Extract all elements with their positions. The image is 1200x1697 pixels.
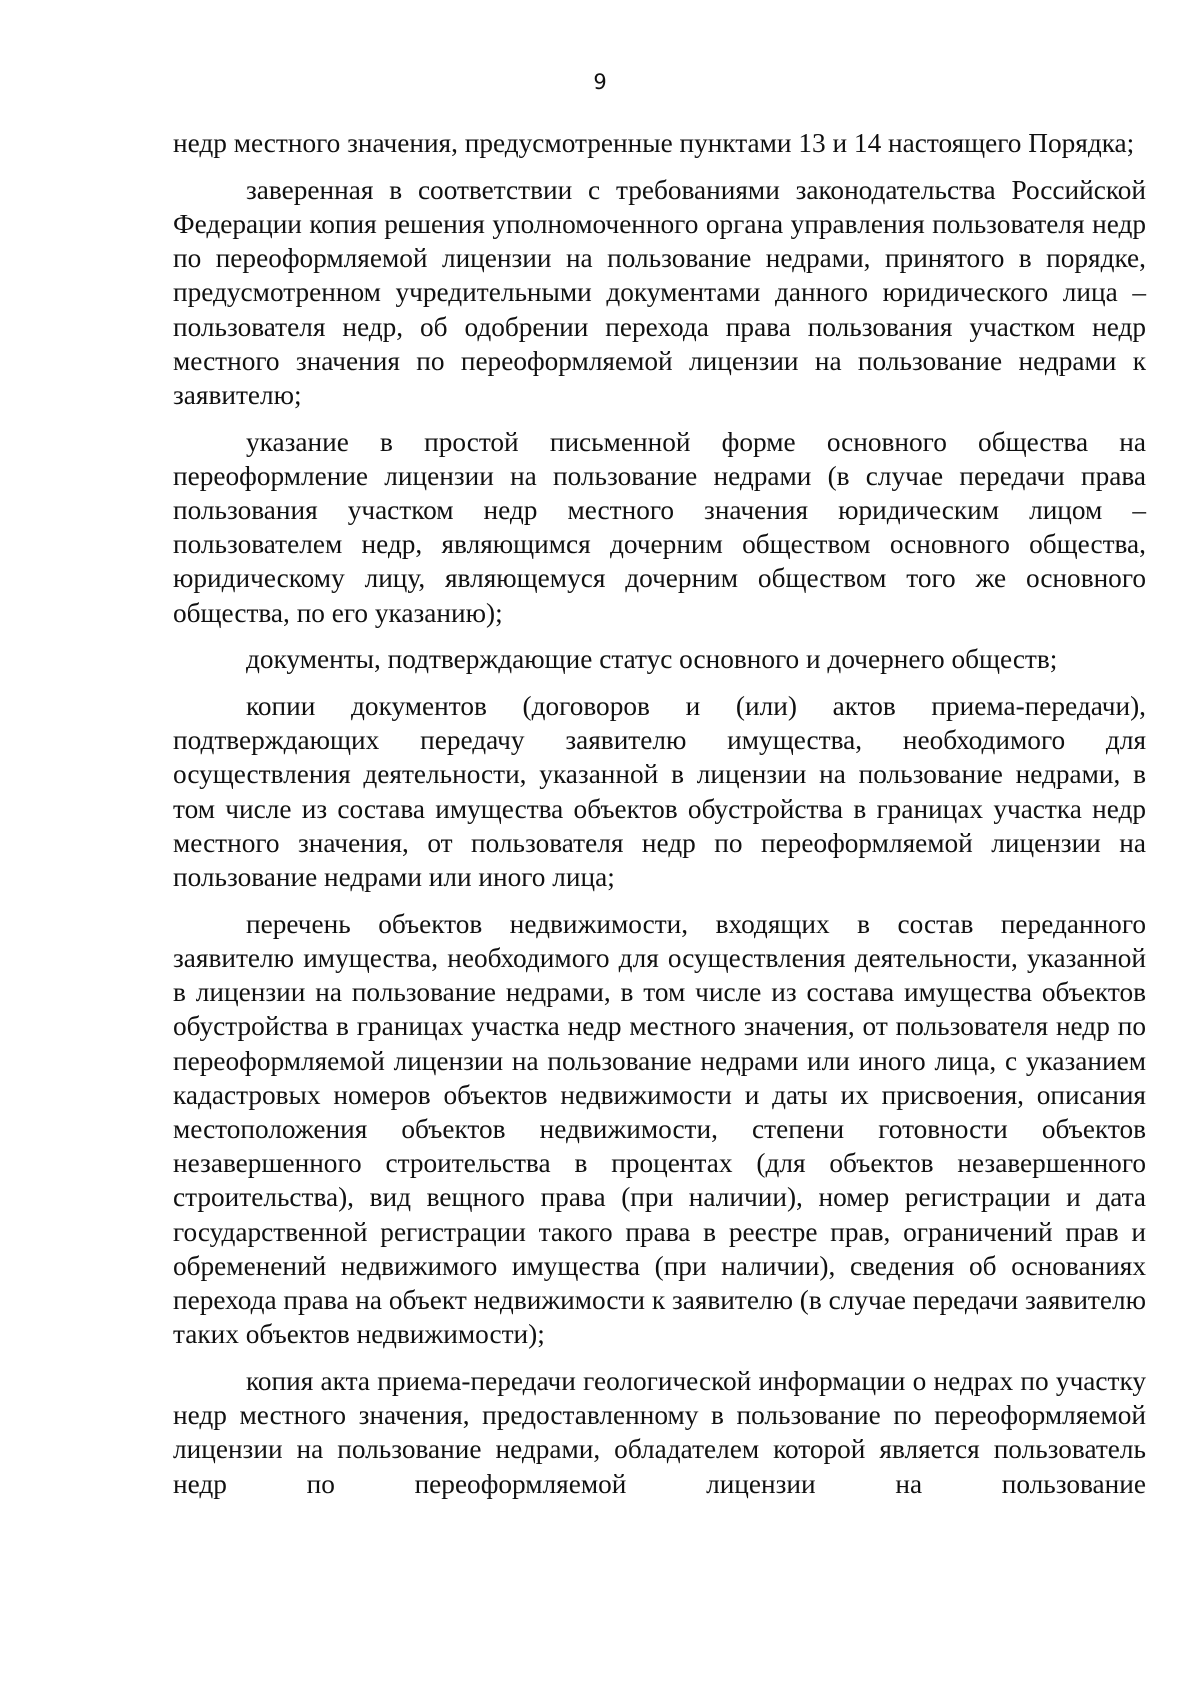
paragraph-real-estate-list: перечень объектов недвижимости, входящих в состав переданного заявителю имущества, необходимого для осуществления деятельности, указанной в лицензии на пользование недрами, в том числе из состава имущества объектов обустройства в границах участка недр местного значения, от пользователя недр по переоформляемой лицензии на пользование недрами или иного лица, с указанием кадастровых номеров объектов недвижимости и даты их присвоения, описания местоположения объектов недвижимости, степени готовности объектов незавершенного строительства в процентах (для объектов незавершенного строительства), вид вещного права (при наличии), номер регистрации и дата государственной регистрации такого права в реестре прав, ограничений прав и обременений недвижимого имущества (при наличии), сведения об основаниях перехода права на объект недвижимости к заявителю (в случае передачи заявителю таких объектов недвижимости); <box>173 908 1146 1350</box>
paragraph-geological-info-act: копия акта приема-передачи геологической информации о недрах по участку недр местного значения, предоставленному в пользование по переоформляемой лицензии на пользование недрами, обладателем которой является пользователь недр по переоформляемой лицензии на пользование <box>173 1365 1146 1499</box>
paragraph-status-documents: документы, подтверждающие статус основного и дочернего обществ; <box>246 644 1058 675</box>
document-body <box>173 126 1146 1513</box>
page-number: 9 <box>593 70 607 94</box>
paragraph-parent-company-instruction: указание в простой письменной форме основного общества на переоформление лицензии на пользование недрами (в случае передачи права пользования участком недр местного значения юридическим лицом – пользователем недр, являющимся дочерним обществом основного общества, юридическому лицу, являющемуся дочерним обществом того же основного общества, по его указанию); <box>173 426 1146 628</box>
paragraph-transfer-documents-copies: копии документов (договоров и (или) актов приема-передачи), подтверждающих передачу заявителю имущества, необходимого для осуществления деятельности, указанной в лицензии на пользование недрами, в том числе из состава имущества объектов обустройства в границах участка недр местного значения, от пользователя недр по переоформляемой лицензии на пользование недрами или иного лица; <box>173 691 1146 893</box>
paragraph-certified-copy-decision: заверенная в соответствии с требованиями законодательства Российской Федерации копия решения уполномоченного органа управления пользователя недр по переоформляемой лицензии на пользование недрами, принятого в порядке, предусмотренном учредительными документами данного юридического лица – пользователя недр, об одобрении перехода права пользования участком недр местного значения по переоформляемой лицензии на пользование недрами к заявителю; <box>173 174 1146 410</box>
paragraph-continuation: недр местного значения, предусмотренные пунктами 13 и 14 настоящего Порядка; <box>173 128 1135 158</box>
